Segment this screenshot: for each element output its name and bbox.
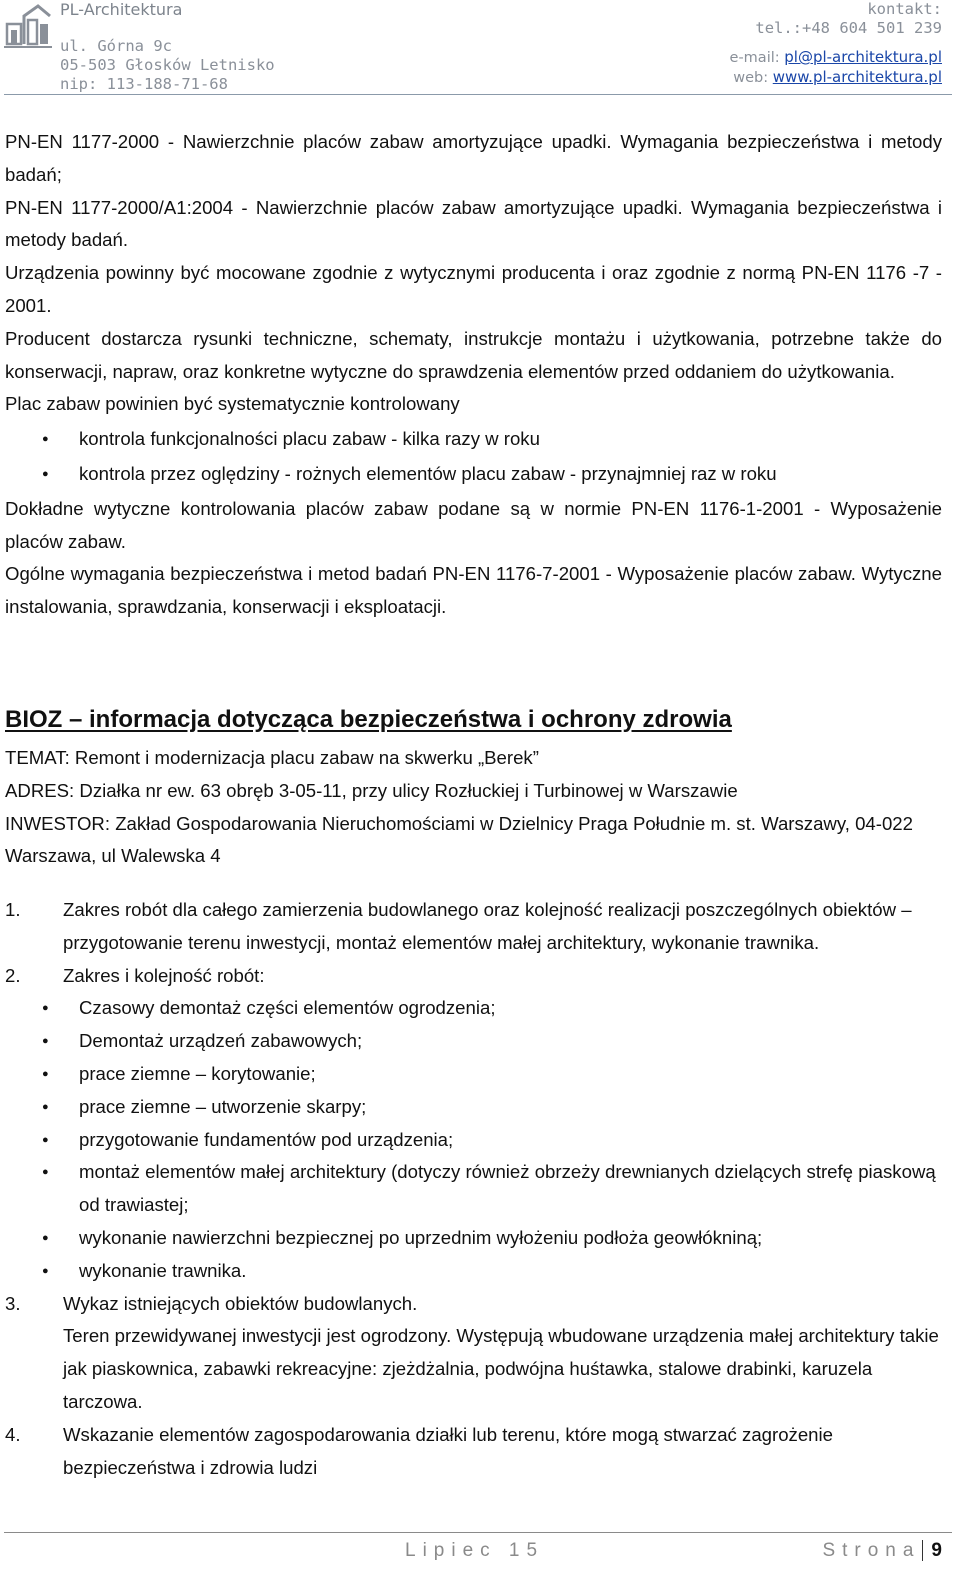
page-indicator (822, 1540, 942, 1562)
street-address: ul. Górna 9c (60, 37, 172, 55)
footer-divider (4, 1532, 952, 1533)
section-heading: BIOZ – informacja dotycząca bezpieczeństwa i ochrony zdrowia (5, 706, 732, 733)
list-item: 1. Zakres robót dla całego zamierzenia budowlanego oraz kolejność realizacji poszczególnych obiektów – przygotowanie terenu inwestycji, montaż elementów małej architektury, wykonanie trawnika. (5, 899, 912, 953)
list-item: ● wykonanie trawnika. (5, 1255, 942, 1288)
paragraph: Ogólne wymagania bezpieczeństwa i metod badań PN‑EN 1176-7‑2001 ‑ Wyposażenie placów zabaw. Wytyczne instalowania, sprawdzania, konserwacji i eksploatacji. (5, 563, 942, 618)
web-label: web: (733, 70, 773, 86)
company-address (60, 0, 275, 94)
contact-label: kontakt: (867, 0, 942, 18)
project-topic: TEMAT: Remont i modernizacja placu zabaw na skwerku „Berek” (5, 747, 539, 768)
paragraph: Dokładne wytyczne kontrolowania placów zabaw podane są w normie PN‑EN 1176-1‑2001 ‑ Wyposażenie placów zabaw. (5, 497, 942, 552)
project-investor: INWESTOR: Zakład Gospodarowania Nieruchomościami w Dzielnicy Praga Południe m. st. Warszawy, 04-022 Warszawa, ul Walewska 4 (5, 812, 913, 867)
phone-number: tel.:+48 604 501 239 (755, 19, 942, 37)
tax-id: nip: 113-188-71-68 (60, 75, 228, 93)
page-label: Strona (822, 1540, 921, 1561)
list-item: 4. Wskazanie elementów zagospodarowania działki lub terenu, które mogą stwarzać zagrożenie bezpieczeństwa i zdrowia ludzi (5, 1423, 833, 1478)
company-logo (4, 2, 52, 52)
contact-info (730, 0, 942, 88)
list-item: 3. Wykaz istniejących obiektów budowlanych. (5, 1292, 418, 1314)
numbered-list (5, 894, 942, 1484)
list-item: 2. Zakres i kolejność robót: (5, 964, 265, 986)
paragraph: Producent dostarcza rysunki techniczne, schematy, instrukcje montażu i użytkowania, potrzebne także do konserwacji, napraw, oraz konkretne wytyczne do sprawdzenia elementów przed oddaniem do użytkowania. (5, 327, 942, 382)
letterhead (0, 0, 960, 96)
list-item: ● Czasowy demontaż części elementów ogrodzenia; (5, 992, 942, 1025)
list-item: ● prace ziemne – korytowanie; (5, 1058, 942, 1091)
list-item: ● wykonanie nawierzchni bezpiecznej po uprzednim wyłożeniu podłoża geowłókniną; (5, 1222, 942, 1255)
paragraph: PN‑EN 1177‑2000/A1:2004 ‑ Nawierzchnie placów zabaw amortyzujące upadki. Wymagania bezpieczeństwa i metody badań. (5, 196, 942, 251)
company-name: PL-Architektura (60, 0, 183, 19)
list-item: ● prace ziemne – utworzenie skarpy; (5, 1091, 942, 1124)
email-link[interactable]: pl@pl-architektura.pl (784, 48, 942, 66)
project-info (5, 742, 942, 873)
norms-section (5, 126, 942, 624)
paragraph: Urządzenia powinny być mocowane zgodnie z wytycznymi producenta i oraz zgodnie z normą PN‑EN 1176 -7 ‑ 2001. (5, 262, 942, 316)
paragraph: PN‑EN 1177‑2000 ‑ Nawierzchnie placów zabaw amortyzujące upadki. Wymagania bezpieczeństwa i metody badań; (5, 131, 942, 185)
city-address: 05-503 Głosków Letnisko (60, 56, 275, 74)
list-item: ● montaż elementów małej architektury (dotyczy również obrzeży drewnianych dzielących strefę piaskową od trawiastej; (5, 1156, 942, 1222)
list-item: ● przygotowanie fundamentów pod urządzenia; (5, 1124, 942, 1157)
list-item: ● Demontaż urządzeń zabawowych; (5, 1025, 942, 1058)
footer-date: Lipiec 15 (405, 1540, 545, 1561)
list-item: ● kontrola przez oględziny ‑ rożnych elementów placu zabaw ‑ przynajmniej raz w roku (5, 458, 942, 491)
header-divider (4, 94, 952, 95)
list-item: ● kontrola funkcjonalności placu zabaw ‑ kilka razy w roku (5, 423, 942, 456)
website-link[interactable]: www.pl-architektura.pl (772, 68, 942, 86)
project-address: ADRES: Działka nr ew. 63 obręb 3-05-11, przy ulicy Rozłuckiej i Turbinowej w Warszawie (5, 779, 738, 801)
list-item-description: Teren przewidywanej inwestycji jest ogrodzony. Występują wbudowane urządzenia małej architektury takie jak piaskownica, zabawki rekreacyjne: zjeżdżalnia, podwójna huśtawka, stalowe drabinki, karuzela tarczowa. (63, 1325, 939, 1412)
paragraph: Plac zabaw powinien być systematycznie kontrolowany (5, 393, 460, 415)
page-number: 9 (922, 1540, 942, 1561)
email-label: e-mail: (729, 50, 785, 66)
